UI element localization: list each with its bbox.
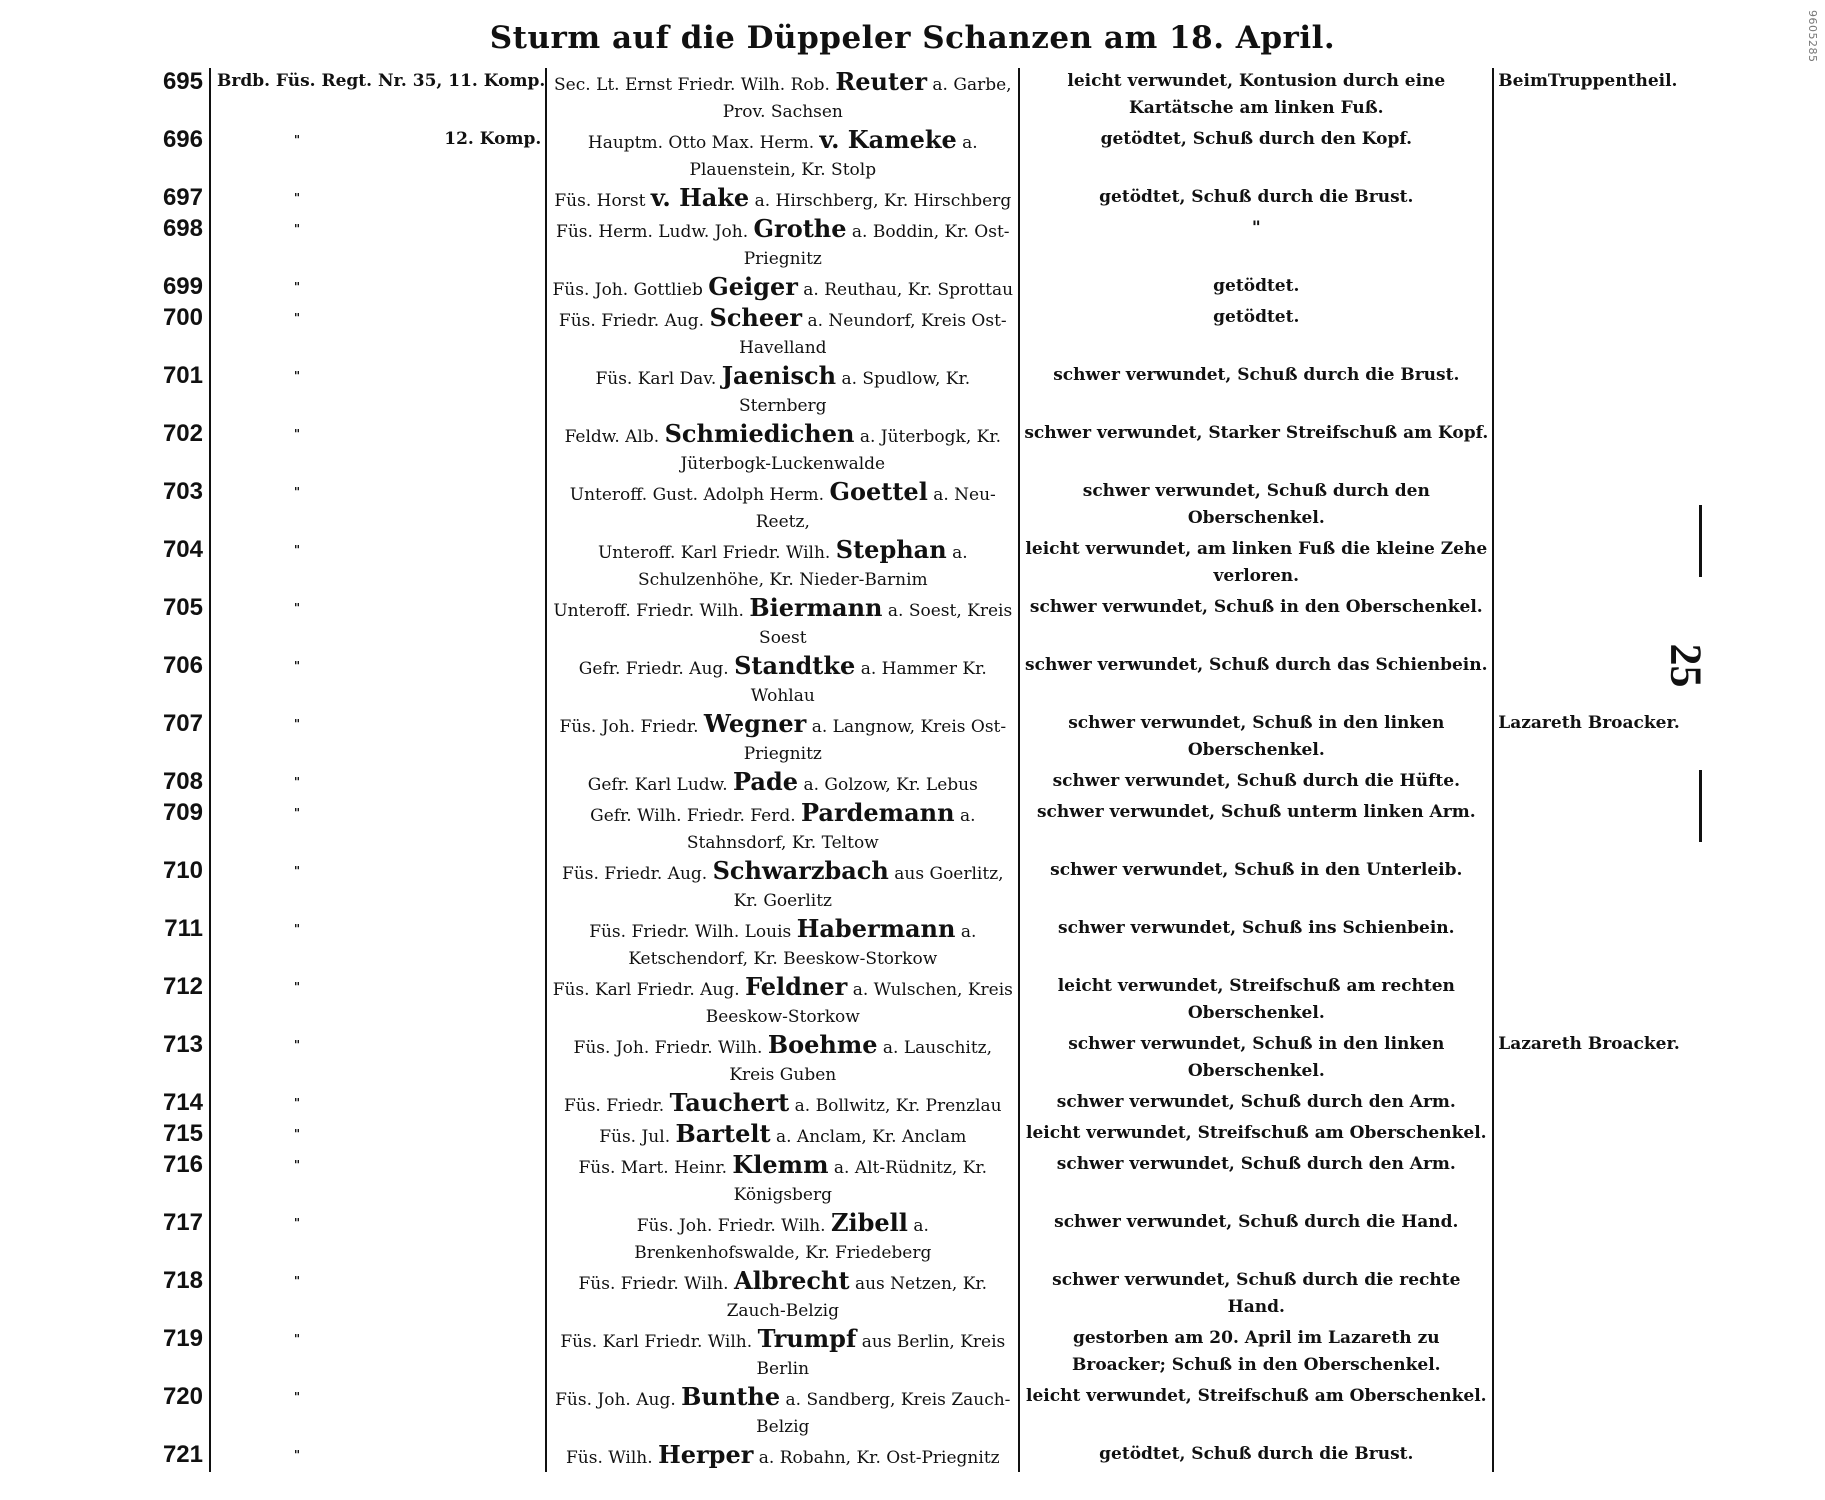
ditto-mark: " [293,1158,301,1172]
remark-cell [1493,1441,1679,1472]
remark-cell [1493,768,1679,799]
page-title: Sturm auf die Düppeler Schanzen am 18. April. [489,20,1336,56]
ditto-mark: " [293,1448,301,1462]
fate-cell: schwer verwundet, Schuß durch die Brust. [1019,362,1493,420]
ditto-mark: " [293,369,301,383]
surname: v. Hake [650,183,750,212]
unit-cell [210,1031,546,1089]
surname: Pardemann [801,798,955,827]
remark-cell [1493,1120,1679,1151]
entry-number: 702 [162,420,203,447]
entry-number: 699 [162,273,203,300]
name-prefix: Füs. Karl Friedr. Wilh. [560,1332,753,1352]
table-row [158,1325,1680,1383]
remark-cell [1493,1151,1679,1209]
fate-cell: leicht verwundet, Kontusion durch eine Kartätsche am linken Fuß. [1019,68,1493,126]
fate-cell: schwer verwundet, Schuß durch die rechte Hand. [1019,1267,1493,1325]
surname: Habermann [796,914,956,943]
unit-cell [210,126,546,184]
table-row [158,536,1680,594]
unit-cell [210,273,546,304]
remark-cell [1493,304,1679,362]
fate-cell: schwer verwundet, Schuß durch die Hand. [1019,1209,1493,1267]
ditto-mark: " [293,222,301,236]
name-prefix: Füs. Jul. [599,1127,671,1147]
remark-cell [1493,362,1679,420]
entry-number: 696 [162,126,203,153]
unit-cell [210,1120,546,1151]
name-cell [546,857,1019,915]
fate-cell: leicht verwundet, Streifschuß am rechten Oberschenkel. [1019,973,1493,1031]
name-cell [546,478,1019,536]
name-prefix: Füs. Karl Friedr. Aug. [552,980,740,1000]
name-cell [546,1325,1019,1383]
table-row [158,68,1680,126]
surname: Reuter [835,67,928,96]
entry-number: 705 [162,594,203,621]
unit-cell [210,594,546,652]
table-row [158,1441,1680,1472]
entry-number: 713 [162,1031,203,1058]
surname: Schwarzbach [712,856,889,885]
origin-text: aus Netzen, Kr. Zauch-Belzig [726,1274,988,1321]
ditto-mark: " [293,133,301,147]
table-row [158,1120,1680,1151]
ditto-mark: " [293,922,301,936]
name-prefix: Füs. Wilh. [565,1448,653,1468]
name-prefix: Unteroff. Gust. Adolph Herm. [569,485,825,505]
name-prefix: Füs. Friedr. [563,1096,665,1116]
name-cell [546,68,1019,126]
table-row [158,1209,1680,1267]
remark-cell [1493,1209,1679,1267]
surname: Scheer [709,303,803,332]
ditto-mark: " [293,427,301,441]
ditto-mark: " [293,717,301,731]
entry-number: 714 [162,1089,203,1116]
name-cell [546,1441,1019,1472]
surname: Jaenisch [721,361,837,390]
ditto-mark: " [293,806,301,820]
unit-text: Brdb. Füs. Regt. Nr. 35, 11. Komp. [217,71,546,91]
name-cell [546,915,1019,973]
origin-text: aus Berlin, Kreis Berlin [756,1332,1006,1379]
unit-cell [210,652,546,710]
fate-cell: schwer verwundet, Schuß durch das Schienbein. [1019,652,1493,710]
entry-number: 708 [162,768,203,795]
unit-cell [210,215,546,273]
unit-cell [210,304,546,362]
table-row [158,478,1680,536]
table-row [158,1267,1680,1325]
origin-text: a. Anclam, Kr. Anclam [775,1127,967,1147]
entry-number: 701 [162,362,203,389]
unit-cell [210,184,546,215]
fate-cell: schwer verwundet, Schuß unterm linken Arm. [1019,799,1493,857]
remark-cell [1493,915,1679,973]
table-row [158,304,1680,362]
remark-cell [1493,973,1679,1031]
entry-number: 697 [162,184,203,211]
name-prefix: Füs. Friedr. Aug. [562,864,708,884]
entry-number: 695 [162,68,203,95]
surname: Bunthe [681,1382,781,1411]
ditto-mark: " [293,1332,301,1346]
unit-cell [210,1209,546,1267]
table-row [158,1031,1680,1089]
surname: Tauchert [669,1088,790,1117]
name-prefix: Füs. Mart. Heinr. [578,1158,728,1178]
entry-number: 721 [162,1441,203,1468]
casualty-table [158,68,1680,1472]
origin-text: a. Soest, Kreis Soest [759,601,1013,648]
remark-cell [1493,536,1679,594]
remark-cell [1493,126,1679,184]
fate-cell: schwer verwundet, Schuß in den Unterleib. [1019,857,1493,915]
unit-cell [210,768,546,799]
origin-text: a. Sandberg, Kreis Zauch-Belzig [756,1390,1011,1437]
name-cell [546,536,1019,594]
ditto-mark: " [293,543,301,557]
fate-cell: schwer verwundet, Schuß durch den Arm. [1019,1089,1493,1120]
remark-cell [1493,420,1679,478]
name-cell [546,799,1019,857]
ditto-mark: " [293,191,301,205]
name-prefix: Füs. Joh. Friedr. [559,717,699,737]
entry-number: 707 [162,710,203,737]
ditto-mark: " [293,1274,301,1288]
origin-text: a. Hammer Kr. Wohlau [750,659,987,706]
surname: Trumpf [757,1324,857,1353]
entry-number: 717 [162,1209,203,1236]
name-prefix: Feldw. Alb. [564,427,660,447]
ditto-mark: " [293,864,301,878]
ditto-mark: " [293,485,301,499]
remark-cell [1493,1267,1679,1325]
remark-cell [1493,594,1679,652]
ditto-mark: " [293,1038,301,1052]
ditto-mark: " [293,280,301,294]
name-cell [546,273,1019,304]
table-row [158,1089,1680,1120]
name-cell [546,1120,1019,1151]
casualty-table-body [158,68,1680,1472]
table-row [158,215,1680,273]
table-row [158,1151,1680,1209]
table-row [158,710,1680,768]
table-row [158,184,1680,215]
fate-cell: leicht verwundet, am linken Fuß die kleine Zehe verloren. [1019,536,1493,594]
entry-number: 716 [162,1151,203,1178]
unit-cell [210,68,546,126]
name-prefix: Füs. Joh. Aug. [555,1390,676,1410]
origin-text: a. Ketschendorf, Kr. Beeskow-Storkow [628,922,977,969]
remark-cell [1493,857,1679,915]
origin-text: a. Hirschberg, Kr. Hirschberg [754,191,1012,211]
name-cell [546,215,1019,273]
name-cell [546,304,1019,362]
name-cell [546,1089,1019,1120]
fate-cell: gestorben am 20. April im Lazareth zu Broacker; Schuß in den Oberschenkel. [1019,1325,1493,1383]
origin-text: aus Goerlitz, Kr. Goerlitz [733,864,1004,911]
name-prefix: Füs. Horst [554,191,646,211]
origin-text: a. Neundorf, Kreis Ost-Havelland [739,311,1007,358]
surname: Feldner [745,972,848,1001]
fate-cell: schwer verwundet, Schuß durch die Hüfte. [1019,768,1493,799]
fate-cell: schwer verwundet, Schuß durch den Arm. [1019,1151,1493,1209]
remark-cell [1493,1089,1679,1120]
unit-cell [210,1441,546,1472]
unit-cell [210,536,546,594]
fate-cell: getödtet, Schuß durch die Brust. [1019,184,1493,215]
name-prefix: Füs. Friedr. Wilh. [578,1274,729,1294]
remark-cell [1493,652,1679,710]
entry-number: 704 [162,536,203,563]
archive-code: 9605285 [1806,10,1819,63]
origin-text: a. Stahnsdorf, Kr. Teltow [686,806,976,853]
margin-rule-bottom [1699,770,1702,842]
origin-text: a. Plauenstein, Kr. Stolp [689,133,978,180]
name-prefix: Füs. Joh. Gottlieb [552,280,703,300]
name-prefix: Füs. Friedr. Wilh. Louis [589,922,792,942]
surname: Zibell [830,1208,908,1237]
fate-cell: getödtet, Schuß durch den Kopf. [1019,126,1493,184]
name-cell [546,362,1019,420]
unit-cell [210,1089,546,1120]
remark-cell [1493,1383,1679,1441]
remark-cell: Lazareth Broacker. [1493,1031,1679,1089]
fate-cell: schwer verwundet, Schuß ins Schienbein. [1019,915,1493,973]
fate-cell: schwer verwundet, Schuß in den linken Oberschenkel. [1019,710,1493,768]
remark-cell [1493,215,1679,273]
fate-cell: schwer verwundet, Starker Streifschuß am Kopf. [1019,420,1493,478]
name-cell [546,126,1019,184]
entry-number: 711 [164,915,203,942]
ditto-mark: " [293,980,301,994]
remark-cell [1493,273,1679,304]
name-prefix: Füs. Joh. Friedr. Wilh. [636,1216,826,1236]
table-row [158,594,1680,652]
remark-cell [1493,184,1679,215]
surname: Goettel [829,477,928,506]
ditto-mark: " [293,1216,301,1230]
remark-cell [1493,799,1679,857]
unit-cell [210,710,546,768]
table-row [158,973,1680,1031]
fate-cell: leicht verwundet, Streifschuß am Oberschenkel. [1019,1383,1493,1441]
name-cell [546,710,1019,768]
origin-text: a. Reuthau, Kr. Sprottau [803,280,1014,300]
name-cell [546,1383,1019,1441]
table-row [158,126,1680,184]
unit-cell [210,857,546,915]
fate-cell: leicht verwundet, Streifschuß am Oberschenkel. [1019,1120,1493,1151]
name-prefix: Gefr. Karl Ludw. [587,775,728,795]
surname: Geiger [708,272,798,301]
name-cell [546,420,1019,478]
table-row [158,915,1680,973]
name-prefix: Gefr. Friedr. Aug. [578,659,729,679]
origin-text: a. Neu-Reetz, [755,485,996,532]
name-prefix: Füs. Herm. Ludw. Joh. [556,222,749,242]
page-number: 25 [1661,643,1711,688]
surname: Standtke [734,651,856,680]
origin-text: a. Bollwitz, Kr. Prenzlau [794,1096,1002,1116]
origin-text: a. Wulschen, Kreis Beeskow-Storkow [705,980,1013,1027]
unit-cell [210,420,546,478]
unit-cell [210,799,546,857]
origin-text: a. Lauschitz, Kreis Guben [729,1038,993,1085]
surname: Albrecht [733,1266,850,1295]
name-cell [546,652,1019,710]
entry-number: 715 [162,1120,203,1147]
unit-cell [210,973,546,1031]
unit-cell [210,362,546,420]
surname: Grothe [753,214,847,243]
entry-number: 700 [162,304,203,331]
surname: v. Kameke [819,125,957,154]
entry-number: 706 [162,652,203,679]
entry-number: 703 [162,478,203,505]
origin-text: a. Schulzenhöhe, Kr. Nieder-Barnim [637,543,968,590]
origin-text: a. Spudlow, Kr. Sternberg [739,369,971,416]
name-cell [546,1151,1019,1209]
unit-cell [210,1267,546,1325]
ditto-mark: " [293,601,301,615]
name-prefix: Füs. Joh. Friedr. Wilh. [573,1038,763,1058]
table-row [158,273,1680,304]
origin-text: a. Alt-Rüdnitz, Kr. Königsberg [733,1158,988,1205]
unit-cell [210,1383,546,1441]
table-row [158,420,1680,478]
origin-text: a. Boddin, Kr. Ost-Priegnitz [743,222,1010,269]
surname: Herper [658,1440,754,1469]
surname: Bartelt [675,1119,771,1148]
name-prefix: Füs. Friedr. Aug. [558,311,705,331]
margin-rule-top [1699,505,1702,577]
fate-cell: schwer verwundet, Schuß in den linken Oberschenkel. [1019,1031,1493,1089]
entry-number: 698 [162,215,203,242]
name-cell [546,594,1019,652]
unit-cell [210,478,546,536]
remark-cell [1493,478,1679,536]
entry-number: 719 [162,1325,203,1352]
unit-cell [210,915,546,973]
name-cell [546,1267,1019,1325]
surname: Pade [733,767,799,796]
name-cell [546,1209,1019,1267]
ditto-mark: " [293,659,301,673]
name-prefix: Hauptm. Otto Max. Herm. [587,133,815,153]
name-cell [546,973,1019,1031]
origin-text: a. Golzow, Kr. Lebus [803,775,978,795]
table-row [158,652,1680,710]
fate-cell: schwer verwundet, Schuß durch den Oberschenkel. [1019,478,1493,536]
origin-text: a. Jüterbogk, Kr. Jüterbogk-Luckenwalde [680,427,1002,474]
origin-text: a. Robahn, Kr. Ost-Priegnitz [758,1448,1000,1468]
ditto-mark: " [293,311,301,325]
name-prefix: Unteroff. Karl Friedr. Wilh. [597,543,831,563]
name-cell [546,184,1019,215]
company-text: 12. Komp. [444,129,542,149]
surname: Biermann [749,593,883,622]
remark-cell: Lazareth Broacker. [1493,710,1679,768]
ditto-mark: " [293,1096,301,1110]
surname: Boehme [767,1030,878,1059]
table-row [158,799,1680,857]
name-cell [546,1031,1019,1089]
origin-text: a. Langnow, Kreis Ost-Priegnitz [743,717,1007,764]
ditto-mark: " [293,775,301,789]
name-prefix: Gefr. Wilh. Friedr. Ferd. [590,806,796,826]
fate-cell: getödtet. [1019,304,1493,362]
entry-number: 718 [162,1267,203,1294]
entry-number: 720 [162,1383,203,1410]
remark-cell [1493,1325,1679,1383]
table-row [158,362,1680,420]
unit-cell [210,1151,546,1209]
fate-cell: getödtet, Schuß durch die Brust. [1019,1441,1493,1472]
entry-number: 709 [162,799,203,826]
fate-cell: schwer verwundet, Schuß in den Oberschenkel. [1019,594,1493,652]
fate-cell: " [1019,215,1493,273]
fate-cell: getödtet. [1019,273,1493,304]
origin-text: a. Garbe, Prov. Sachsen [722,75,1012,122]
entry-number: 712 [162,973,203,1000]
table-row [158,768,1680,799]
surname: Schmiedichen [664,419,855,448]
name-prefix: Füs. Karl Dav. [595,369,717,389]
ditto-mark: " [293,1127,301,1141]
unit-cell [210,1325,546,1383]
name-prefix: Sec. Lt. Ernst Friedr. Wilh. Rob. [554,75,830,95]
name-prefix: Unteroff. Friedr. Wilh. [553,601,744,621]
entry-number: 710 [162,857,203,884]
surname: Klemm [732,1150,829,1179]
table-row [158,1383,1680,1441]
ditto-mark: " [293,1390,301,1404]
origin-text: a. Brenkenhofswalde, Kr. Friedeberg [634,1216,932,1263]
table-row [158,857,1680,915]
name-cell [546,768,1019,799]
remark-cell: BeimTruppentheil. [1493,68,1679,126]
surname: Stephan [835,535,947,564]
surname: Wegner [703,709,807,738]
